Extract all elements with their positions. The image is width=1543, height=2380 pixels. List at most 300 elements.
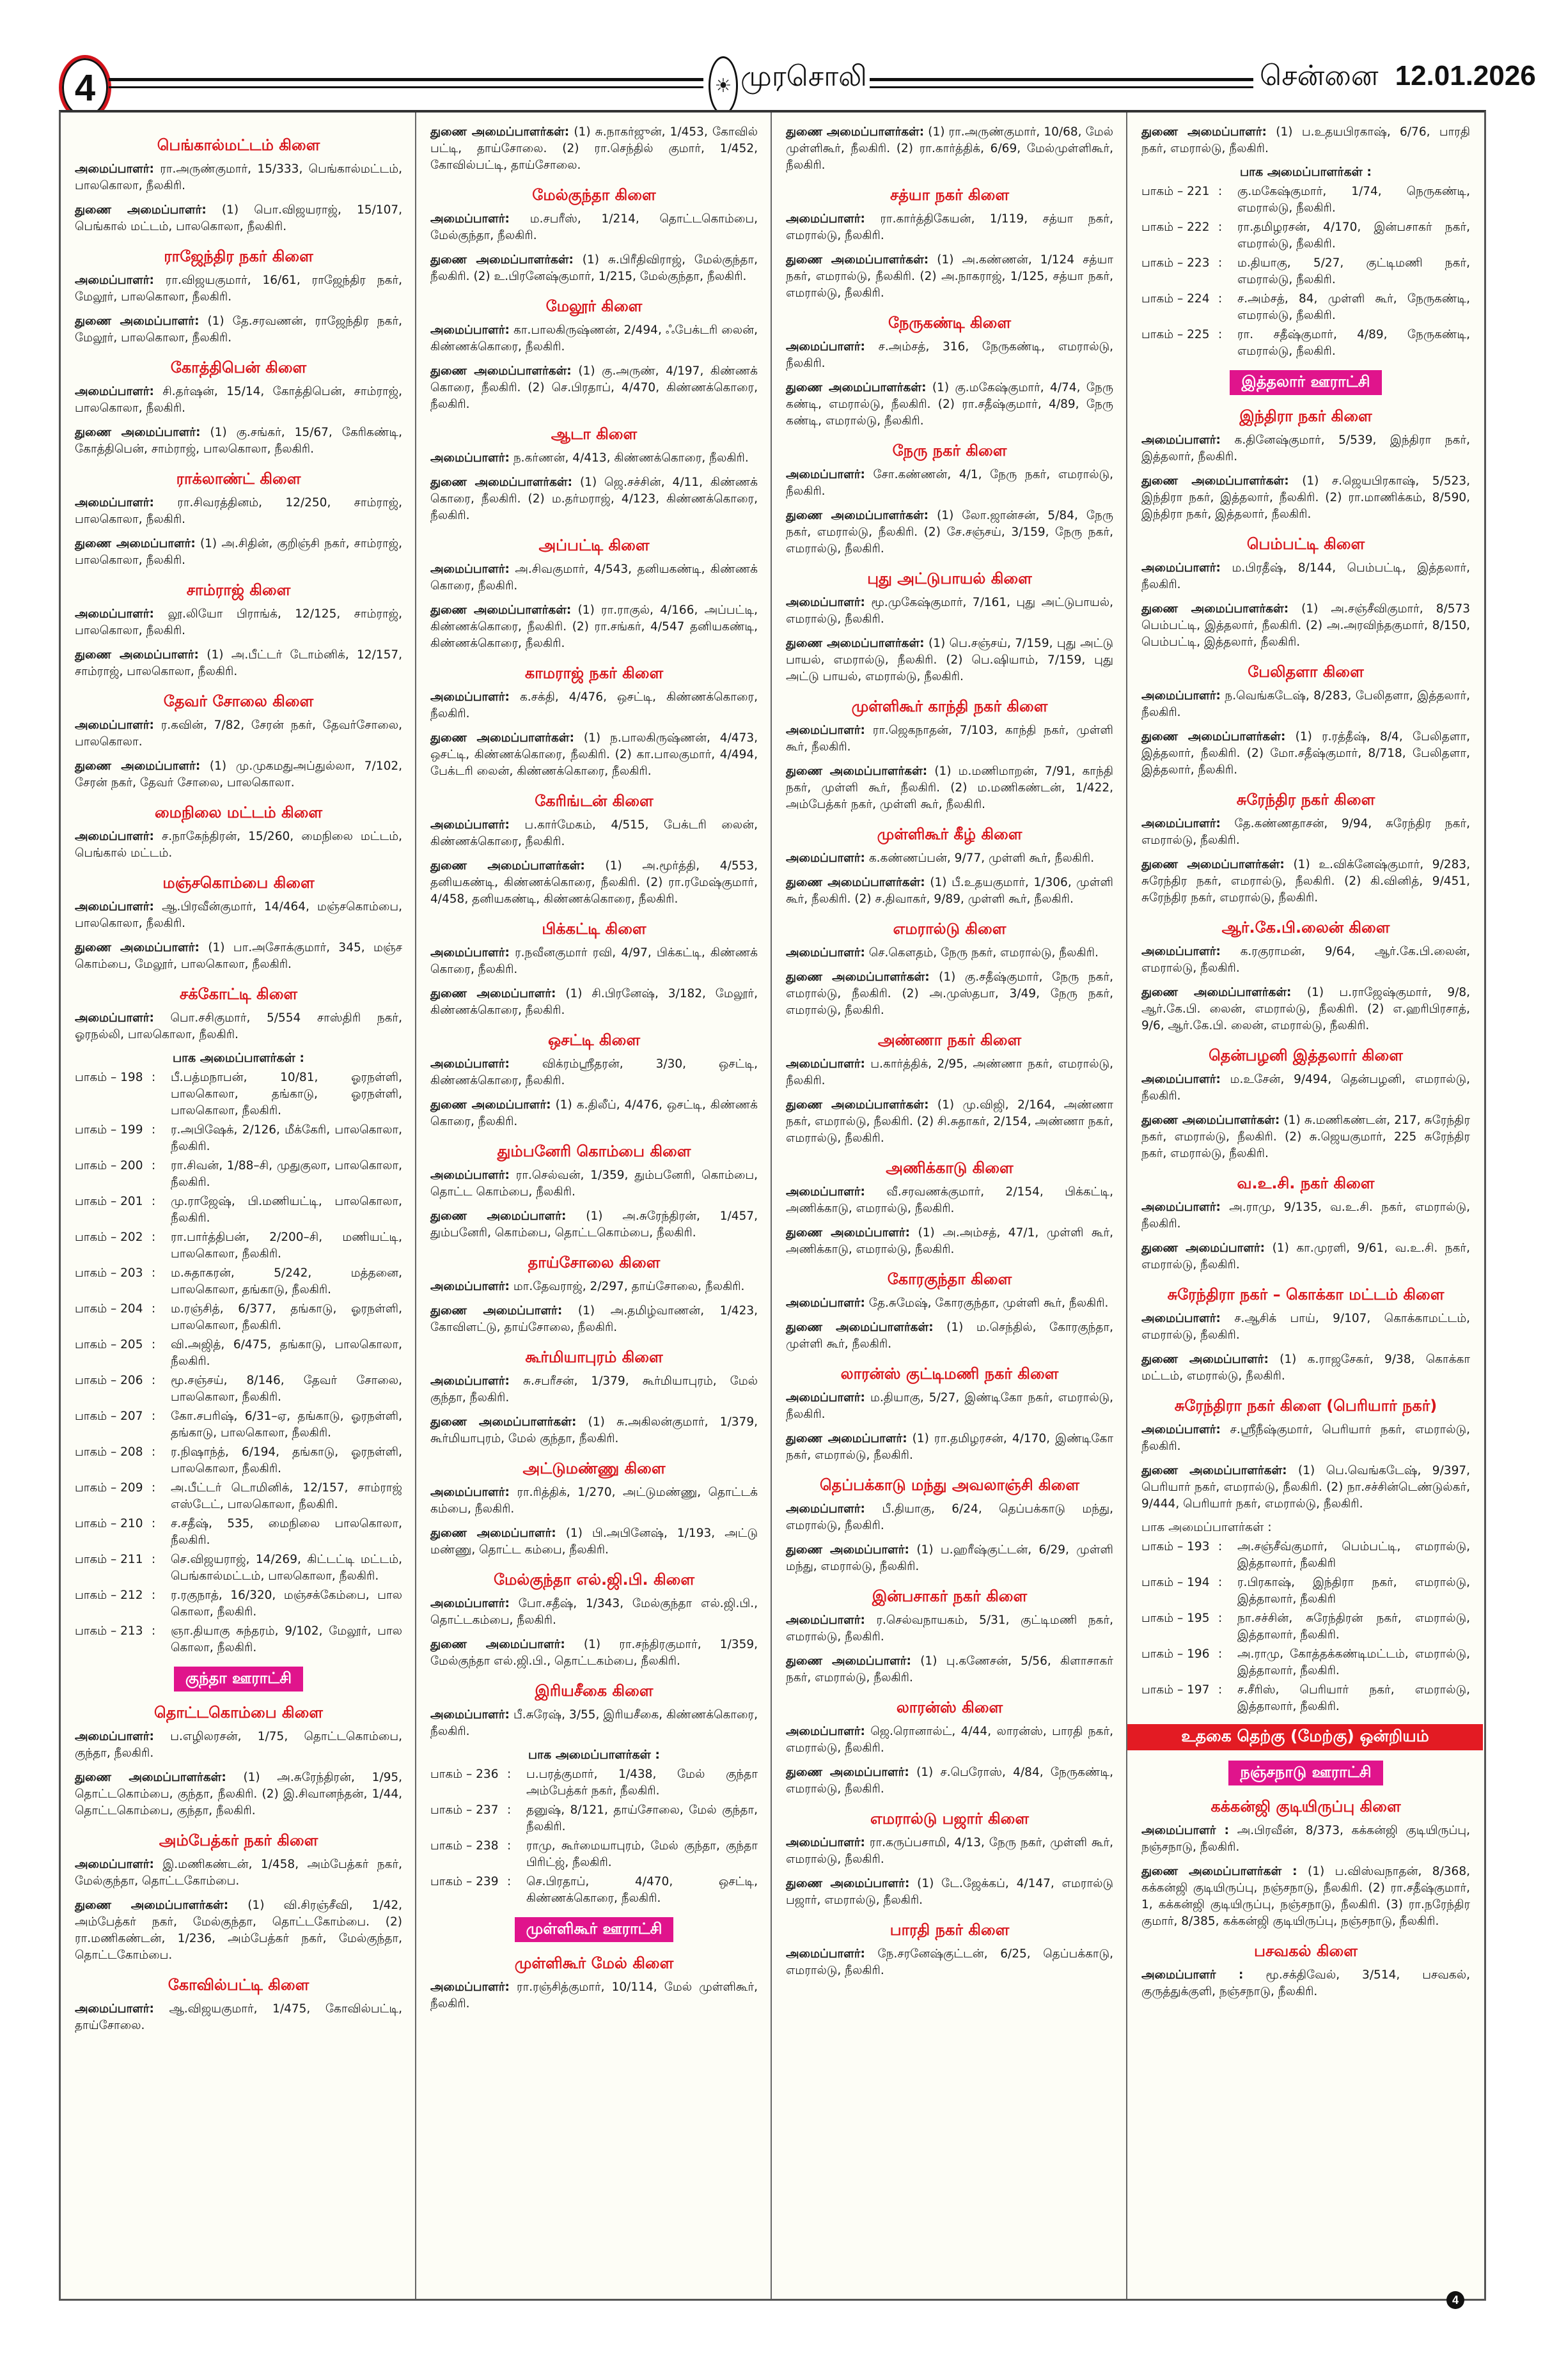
organizer-details: ரா.கார்த்திகேயன், 1/119, சத்யா நகர், எமரால்டு, நீலகிரி. bbox=[786, 212, 1113, 242]
booth-organizer: பீ.பத்மநாபன், 10/81, ஓரநள்ளி, பாலகொலா, தங்காடு, ஓரநள்ளி, பாலகொலா, நீலகிரி. bbox=[171, 1071, 402, 1117]
organizer-role-label: துணை அமைப்பாளர்: bbox=[786, 1432, 907, 1445]
organizer-role-label: துணை அமைப்பாளர்: bbox=[75, 203, 207, 217]
organizer-details: (1) ரா.தமிழரசன், 4/170, இண்டிகோ நகர், எமரால்டு, நீலகிரி. bbox=[786, 1432, 1113, 1462]
booth-organizer: ச.சதீஷ், 535, மைநிலை பாலகொலா, நீலகிரி. bbox=[171, 1517, 402, 1547]
branch-heading: அண்ணா நகர் கிளை bbox=[877, 1031, 1022, 1049]
booth-organizer: ரா.சிவன், 1/88–சி, முதுகுலா, பாலகொலா, நீலகிரி. bbox=[171, 1159, 402, 1189]
organizer-details: ப.கார்மேகம், 4/515, பேக்டரி லைன், கிண்ணக்கொரை, நீலகிரி. bbox=[430, 818, 758, 848]
booth-organizer: ர.ரகுநாத், 16/320, மஞ்சக்கேம்பை, பால கொலா, நீலகிரி. bbox=[171, 1589, 402, 1619]
booth-row bbox=[75, 1301, 402, 1334]
organizer-details: (1) ச.ஜெயபிரகாஷ், 5/523, இந்திரா நகர், இத்தலார், நீலகிரி. (2) ரா.மாணிக்கம், 8/590, இந்திரா நகர், இத்தலார், நீலகிரி. bbox=[1141, 474, 1470, 521]
branch-heading: தேவர் சோலை கிளை bbox=[163, 692, 314, 710]
organizer-role-label: துணை அமைப்பாளர்: bbox=[1141, 1353, 1269, 1366]
branch-heading: கேரிங்டன் கிளை bbox=[535, 792, 654, 810]
organizer-details: ந.வெங்கடேஷ், 8/283, பேலிதளா, இத்தலார், நீலகிரி. bbox=[1141, 689, 1470, 719]
booth-separator: : bbox=[152, 1410, 156, 1423]
booth-row bbox=[75, 1337, 402, 1370]
booth-separator: : bbox=[1218, 1647, 1223, 1661]
branch-heading: சத்யா நகர் கிளை bbox=[889, 186, 1010, 204]
organizer-details: ரா.அருண்குமார், 15/333, பெங்கால்மட்டம், பாலகொலா, நீலகிரி. bbox=[75, 162, 402, 192]
organizer-role-label: அமைப்பாளர்: bbox=[786, 1391, 865, 1404]
organizer-role-label: அமைப்பாளர்: bbox=[1141, 1312, 1221, 1325]
organizer-role-label: அமைப்பாளர்: bbox=[75, 274, 154, 287]
organizer-role-label: துணை அமைப்பாளர்: bbox=[430, 1098, 551, 1112]
organizer-entry bbox=[786, 1764, 1113, 1798]
organizer-entry bbox=[786, 595, 1113, 628]
organizer-details: (1) அ.அம்சத், 47/1, முள்ளி கூர், அணிக்காடு, எமரால்டு, நீலகிரி. bbox=[786, 1226, 1113, 1256]
branch-heading: சக்கோட்டி கிளை bbox=[179, 985, 298, 1003]
organizer-entry bbox=[786, 211, 1113, 244]
booth-organizer: கு.மகேஷ்குமார், 1/74, நெருகண்டி, எமரால்டு, நீலகிரி. bbox=[1237, 185, 1470, 215]
organizer-details: இ.மணிகண்டன், 1/458, அம்பேத்கர் நகர், மேல்குந்தா, தொட்டகோம்பை. bbox=[75, 1858, 402, 1888]
organizer-details: (1) பா.அசோக்குமார், 345, மஞ்ச கொம்பை, மேலூர், பாலகொலா, நீலகிரி. bbox=[75, 941, 402, 971]
organizer-role-label: துணை அமைப்பாளர்: bbox=[430, 1527, 556, 1540]
organizer-entry bbox=[786, 1612, 1113, 1645]
branch-heading: சுரேந்திர நகர் கிளை bbox=[1236, 791, 1375, 809]
booth-separator: : bbox=[152, 1266, 156, 1280]
organizer-details: (1) ப.ராஜேஷ்குமார், 9/8, ஆர்.கே.பி. லைன், எமரால்டு, நீலகிரி. (2) எ.ஹரிபிரசாத், 9/6, ஆர்.கே.பி. லைன், எமரால்டு, நீலகிரி. bbox=[1141, 986, 1470, 1032]
organizer-details: (1) கு.அருண், 4/197, கிண்ணக் கொரை, நீலகிரி. (2) செ.பிரதாப், 4/470, கிண்ணக்கொரை, நீலகிரி. bbox=[430, 364, 758, 411]
booth-separator: : bbox=[152, 1195, 156, 1208]
organizer-entry bbox=[75, 828, 402, 862]
organizer-details: ப.கார்த்திக், 2/95, அண்ணா நகர், எமரால்டு, நீலகிரி. bbox=[786, 1057, 1113, 1087]
organizer-entry bbox=[75, 202, 402, 235]
branch-heading: சுரேந்திரா நகர் கிளை (பெரியார் நகர்) bbox=[1174, 1397, 1437, 1415]
booth-separator: : bbox=[152, 1589, 156, 1602]
organizer-role-label: துணை அமைப்பாளர்: bbox=[786, 1766, 909, 1779]
organizer-entry bbox=[75, 384, 402, 417]
organizer-entry bbox=[75, 606, 402, 639]
organizer-details: (1) ப.உதயபிரகாஷ், 6/76, பாரதி நகர், எமரால்டு, நீலகிரி. bbox=[1141, 125, 1470, 155]
organizer-entry bbox=[1141, 729, 1470, 779]
organizer-entry bbox=[786, 850, 1113, 867]
organizer-role-label: துணை அமைப்பாளர்கள்: bbox=[430, 253, 574, 267]
organizer-role-label: அமைப்பாளர்: bbox=[75, 162, 154, 176]
organizer-entry bbox=[786, 1653, 1113, 1686]
organizer-role-label: அமைப்பாளர்: bbox=[786, 1057, 865, 1071]
branch-heading: ஆர்.கே.பி.லைன் கிளை bbox=[1221, 919, 1390, 937]
organizer-details: க.ரகுராமன், 9/64, ஆர்.கே.பி.லைன், எமரால்டு, நீலகிரி. bbox=[1141, 945, 1470, 975]
organizer-details: ர.நவீனகுமார் ரவி, 4/97, பிக்கட்டி, கிண்ணக் கொரை, நீலகிரி. bbox=[430, 946, 758, 976]
organizer-details: (1) பெ.சஞ்சய், 7/159, புது அட்டு பாயல், எமரால்டு, நீலகிரி. (2) பெ.ஷியாம், 7/159, புது அட்டு பாயல், எமரால்டு, நீலகிரி. bbox=[786, 637, 1113, 683]
organizer-details: க.கண்ணப்பன், 9/77, முள்ளி கூர், நீலகிரி. bbox=[868, 852, 1095, 865]
booth-number: பாகம் – 212 bbox=[75, 1589, 143, 1602]
organizer-role-label: துணை அமைப்பாளர்: bbox=[430, 1209, 567, 1223]
column-3 bbox=[772, 113, 1127, 2299]
organizer-details: (1) ரா.அருண்குமார், 10/68, மேல் முள்ளிகூர், நீலகிரி. (2) ரா.கார்த்திக், 6/69, மேல்முள்ளிகூர், நீலகிரி. bbox=[786, 125, 1113, 172]
booth-separator: : bbox=[152, 1624, 156, 1638]
organizer-role-label: துணை அமைப்பாளர்கள்: bbox=[786, 876, 925, 889]
organizer-role-label: அமைப்பாளர்: bbox=[1141, 1073, 1221, 1086]
organizer-entry bbox=[786, 1390, 1113, 1423]
organizer-entry bbox=[1141, 1351, 1470, 1385]
branch-heading: முள்ளிகூர் கீழ் கிளை bbox=[877, 825, 1022, 843]
organizer-details: பொ.சசிகுமார், 5/554 சாஸ்திரி நகர், ஓரநல்லி, பாலகொலா, நீலகிரி. bbox=[75, 1011, 402, 1041]
organizer-details: ம.தியாகு, 5/27, இண்டிகோ நகர், எமரால்டு, நீலகிரி. bbox=[786, 1391, 1113, 1421]
organizer-details: (1) அ.பீட்டர் டோம்னிக், 12/157, சாம்ராஜ், பாலகொலா, நீலகிரி. bbox=[75, 648, 402, 678]
booth-organizer: ர.அபிஷேக், 2/126, மீக்கேரி, பாலகொலா, நீலகிரி. bbox=[171, 1123, 402, 1153]
organizer-entry bbox=[75, 1010, 402, 1043]
booth-row bbox=[430, 1766, 758, 1800]
organizer-entry bbox=[75, 717, 402, 751]
organizer-entry bbox=[430, 1208, 758, 1241]
organizer-details: ரா.ரஞ்சித்குமார், 10/114, மேல் முள்ளிகூர், நீலகிரி. bbox=[430, 1980, 758, 2011]
booth-separator: : bbox=[152, 1338, 156, 1351]
organizer-entry bbox=[430, 450, 758, 467]
organizer-role-label: துணை அமைப்பாளர்கள்: bbox=[786, 765, 928, 778]
booth-separator: : bbox=[1218, 1540, 1223, 1553]
organizer-details: (1) அ.தமிழ்வாணன், 1/423, கோவிளட்டு, தாய்சோலை, நீலகிரி. bbox=[430, 1304, 758, 1334]
booth-organizer: செ.விஜயராஜ், 14/269, கிட்டட்டி மட்டம், பெங்கால்மட்டம், பாலகொலா, நீலகிரி. bbox=[171, 1553, 402, 1583]
organizer-entry bbox=[430, 1979, 758, 2012]
booth-number: பாகம் – 213 bbox=[75, 1624, 143, 1638]
booth-number: பாகம் – 208 bbox=[75, 1445, 143, 1459]
organizer-role-label: அமைப்பாளர்: bbox=[430, 1057, 510, 1071]
booth-row bbox=[1141, 255, 1470, 288]
organizer-details: (1) டே.ஜேக்கப், 4/147, எமரால்டு பஜார், எமரால்டு, நீலகிரி. bbox=[786, 1877, 1113, 1907]
organizer-entry bbox=[430, 561, 758, 595]
organizer-details: (1) சு.பிரீதிவிராஜ், மேல்குந்தா, நீலகிரி. (2) உ.பிரனேஷ்குமார், 1/215, மேல்குந்தா, நீலகிரி. bbox=[430, 253, 758, 283]
booth-separator: : bbox=[1218, 185, 1223, 198]
booth-row bbox=[1141, 219, 1470, 253]
booth-separator: : bbox=[507, 1839, 512, 1853]
booth-row bbox=[430, 1802, 758, 1835]
organizer-details: தே.கண்ணதாசன், 9/94, சுரேந்திர நகர், எமரால்டு, நீலகிரி. bbox=[1141, 817, 1470, 847]
organizer-entry bbox=[430, 322, 758, 355]
organizer-role-label: துணை அமைப்பாளர்: bbox=[1141, 125, 1267, 139]
organizer-role-label: துணை அமைப்பாளர்கள்: bbox=[786, 253, 929, 267]
organizer-entry bbox=[786, 1946, 1113, 1979]
panchayat-badge bbox=[75, 1667, 402, 1692]
organizer-entry bbox=[75, 899, 402, 932]
organizer-details: லூ.லியோ பிராங்க், 12/125, சாம்ராஜ், பாலகொலா, நீலகிரி. bbox=[75, 607, 402, 637]
organizer-details: (1) பி.அபினேஷ், 1/193, அட்டு மண்ணு, தொட்ட கம்பை, நீலகிரி. bbox=[430, 1527, 758, 1557]
branch-heading: மேல்குந்தா கிளை bbox=[532, 186, 656, 204]
booth-organizer: மூ.சஞ்சய், 8/146, தேவர் சோலை, பாலகொலா, நீலகிரி. bbox=[171, 1374, 402, 1404]
organizer-details: (1) ம.மணிமாறன், 7/91, காந்தி நகர், முள்ளி கூர், நீலகிரி. (2) ம.மணிகண்டன், 1/422, அம்பேத்கர் நகர், முள்ளி கூர், நீலகிரி. bbox=[786, 765, 1113, 811]
organizer-entry bbox=[430, 252, 758, 285]
organizer-entry bbox=[430, 1525, 758, 1559]
organizer-entry bbox=[1141, 601, 1470, 651]
branch-heading: முள்ளிகூர் மேல் கிளை bbox=[514, 1954, 674, 1972]
organizer-entry bbox=[786, 124, 1113, 174]
booth-separator: : bbox=[152, 1374, 156, 1387]
organizer-details: சி.தர்ஷன், 15/14, கோத்திபென், சாம்ராஜ், பாலகொலா, நீலகிரி. bbox=[75, 385, 402, 415]
organizer-entry bbox=[786, 1097, 1113, 1147]
organizer-details: கா.பாலகிருஷ்ணன், 2/494, ஃபேக்டரி லைன், கிண்ணக்கொரை, நீலகிரி. bbox=[430, 323, 758, 354]
organizer-role-label: அமைப்பாளர் : bbox=[1141, 1824, 1230, 1837]
organizer-entry bbox=[430, 474, 758, 524]
organizer-details: (1) பொ.விஜயராஜ், 15/107, பெங்கால் மட்டம், பாலகொலா, நீலகிரி. bbox=[75, 203, 402, 233]
organizer-details: (1) அ.சஞ்சீவிகுமார், 8/573 பெம்பட்டி, இத்தலார், நீலகிரி. (2) அ.அரவிந்தகுமார், 8/150, பெம்பட்டி, இத்தலார், நீலகிரி. bbox=[1141, 602, 1471, 649]
booth-separator: : bbox=[1218, 1683, 1223, 1697]
organizer-role-label: அமைப்பாளர்: bbox=[75, 830, 154, 843]
booth-number: பாகம் – 223 bbox=[1141, 256, 1210, 270]
branch-heading: பசவகல் கிளை bbox=[1254, 1942, 1358, 1960]
organizer-details: (1) அ.சுரேந்திரன், 1/457, தும்பனேரி, கொம்பை, தொட்டகொம்பை, நீலகிரி. bbox=[430, 1209, 758, 1240]
organizer-entry bbox=[430, 1303, 758, 1336]
organizer-role-label: துணை அமைப்பாளர்கள்: bbox=[430, 731, 574, 745]
booth-organizer: ரா.பார்த்திபன், 2/200–சி, மணியட்டி, பாலகொலா, நீலகிரி. bbox=[171, 1231, 402, 1261]
organizer-entry bbox=[430, 986, 758, 1019]
organizer-role-label: அமைப்பாளர்: bbox=[786, 1614, 865, 1627]
organizer-role-label: அமைப்பாளர்: bbox=[1141, 433, 1221, 447]
organizer-entry bbox=[786, 875, 1113, 908]
organizer-details: சோ.கண்ணன், 4/1, நேரு நகர், எமரால்டு, நீலகிரி. bbox=[786, 468, 1113, 498]
organizer-entry bbox=[786, 1501, 1113, 1534]
branch-heading: லாரன்ஸ் குட்டிமணி நகர் கிளை bbox=[840, 1365, 1059, 1383]
organizer-entry bbox=[786, 763, 1113, 813]
booth-row bbox=[1141, 1539, 1470, 1572]
organizer-entry bbox=[430, 1373, 758, 1406]
organizer-role-label: துணை அமைப்பாளர்கள்: bbox=[1141, 1464, 1287, 1477]
organizer-role-label: துணை அமைப்பாளர்: bbox=[75, 648, 199, 662]
booth-separator: : bbox=[507, 1803, 512, 1817]
organizer-entry bbox=[1141, 124, 1470, 157]
organizer-details: ஆ.பிரவீன்குமார், 14/464, மஞ்சகொம்பை, பாலகொலா, நீலகிரி. bbox=[75, 900, 403, 930]
organizer-role-label: அமைப்பாளர்: bbox=[430, 563, 510, 576]
organizer-role-label: அமைப்பாளர்: bbox=[430, 212, 510, 226]
panchayat-badge bbox=[430, 1917, 758, 1942]
organizer-entry bbox=[75, 536, 402, 569]
organizer-role-label: அமைப்பாளர்: bbox=[75, 385, 154, 398]
organizer-details: ப.எழிலரசன், 1/75, தொட்டகொம்பை, குந்தா, நீலகிரி. bbox=[75, 1730, 402, 1760]
organizer-role-label: துணை அமைப்பாளர்கள்: bbox=[786, 125, 925, 139]
organizer-details: ச.நாகேந்திரன், 15/260, மைநிலை மட்டம், பெங்கால் மட்டம். bbox=[75, 830, 402, 860]
organizer-role-label: அமைப்பாளர்: bbox=[430, 946, 510, 960]
organizer-role-label: அமைப்பாளர்: bbox=[786, 1502, 865, 1516]
booth-row bbox=[75, 1158, 402, 1191]
booth-separator: : bbox=[507, 1768, 512, 1781]
organizer-role-label: துணை அமைப்பாளர்கள்: bbox=[786, 970, 930, 984]
organizer-entry bbox=[1141, 1967, 1470, 2000]
organizer-entry bbox=[1141, 984, 1470, 1034]
booth-row bbox=[75, 1265, 402, 1298]
branch-heading: இந்திரா நகர் கிளை bbox=[1239, 407, 1372, 425]
organizer-entry bbox=[786, 1723, 1113, 1757]
organizer-entry bbox=[786, 1225, 1113, 1258]
organizer-entry bbox=[75, 495, 402, 528]
organizer-role-label: அமைப்பாளர்: bbox=[75, 1730, 154, 1743]
booth-number: பாகம் – 209 bbox=[75, 1481, 143, 1495]
branch-heading: முள்ளிகூர் காந்தி நகர் கிளை bbox=[851, 697, 1048, 715]
organizer-role-label: துணை அமைப்பாளர்: bbox=[430, 1638, 565, 1651]
organizer-details: க.தினேஷ்குமார், 5/539, இந்திரா நகர், இத்தலார், நீலகிரி. bbox=[1141, 433, 1470, 463]
branch-heading: தொட்டகொம்பை கிளை bbox=[154, 1704, 323, 1722]
branch-heading: சாம்ராஜ் கிளை bbox=[186, 581, 291, 599]
organizer-role-label: அமைப்பாளர்: bbox=[786, 1947, 865, 1961]
organizer-details: (1) பீ.உதயகுமார், 1/306, முள்ளி கூர், நீலகிரி. (2) ச.திவாகர், 9/89, முள்ளி கூர், நீலகிரி. bbox=[786, 876, 1113, 906]
organizer-entry bbox=[430, 1596, 758, 1629]
booth-number: பாகம் – 201 bbox=[75, 1195, 143, 1208]
organizer-role-label: துணை அமைப்பாளர்கள்: bbox=[430, 603, 572, 617]
booth-organizer: அ.சஞ்சீவ்குமார், பெம்பட்டி, எமரால்டு, இத்தாலார், நீலகிரி bbox=[1237, 1540, 1470, 1570]
booth-number: பாகம் – 200 bbox=[75, 1159, 143, 1172]
organizer-entry bbox=[430, 602, 758, 652]
organizer-role-label: அமைப்பாளர்: bbox=[75, 607, 154, 621]
organizer-role-label: அமைப்பாளர்: bbox=[430, 1980, 510, 1994]
organizer-role-label: துணை அமைப்பாளர்கள்: bbox=[430, 476, 573, 489]
booth-organizer: ம.தியாகு, 5/27, குட்டிமணி நகர், எமரால்டு, நீலகிரி. bbox=[1237, 256, 1470, 286]
organizer-role-label: அமைப்பாளர்: bbox=[430, 1374, 510, 1388]
organizer-details: (1) க.திலீப், 4/476, ஒசட்டி, கிண்ணக் கொரை, நீலகிரி. bbox=[430, 1098, 758, 1128]
organizer-details: (1) அ.கண்ணன், 1/124 சத்யா நகர், எமரால்டு, நீலகிரி. (2) அ.நாகராஜ், 1/125, சத்யா நகர், எமரால்டு, நீலகிரி. bbox=[786, 253, 1113, 300]
booth-row bbox=[1141, 291, 1470, 324]
branch-heading: ஆடா கிளை bbox=[551, 425, 638, 443]
organizer-role-label: துணை அமைப்பாளர்கள்: bbox=[786, 381, 927, 394]
booth-row bbox=[430, 1838, 758, 1871]
booth-number: பாகம் – 197 bbox=[1141, 1683, 1210, 1697]
booth-separator: : bbox=[152, 1123, 156, 1137]
booth-organizer: ச.அம்சத், 84, முள்ளி கூர், நேருகண்டி, எமரால்டு, நீலகிரி. bbox=[1237, 292, 1470, 322]
organizer-entry bbox=[1141, 1863, 1470, 1930]
organizer-role-label: அமைப்பாளர்: bbox=[1141, 561, 1221, 575]
panchayat-badge-label: குந்தா ஊராட்சி bbox=[174, 1667, 303, 1692]
booth-number: பாகம் – 210 bbox=[75, 1517, 143, 1530]
organizer-role-label: அமைப்பாளர்: bbox=[786, 1836, 865, 1849]
booth-row bbox=[75, 1552, 402, 1585]
organizer-role-label: அமைப்பாளர்: bbox=[1141, 689, 1221, 703]
branch-heading: காமராஜ் நகர் கிளை bbox=[524, 664, 664, 682]
organizer-entry bbox=[1141, 944, 1470, 977]
organizer-details: செ.கௌதம், நேரு நகர், எமரால்டு, நீலகிரி. bbox=[868, 946, 1099, 960]
booth-row bbox=[1141, 183, 1470, 217]
organizer-details: ஆ.விஜயகுமார், 1/475, கோவில்பட்டி, தாய்சோலை. bbox=[75, 2002, 402, 2032]
organizer-role-label: துணை அமைப்பாளர்: bbox=[430, 1304, 563, 1318]
booth-organizer: வி.அஜித், 6/475, தங்காடு, பாலகொலா, நீலகிரி. bbox=[171, 1338, 402, 1368]
organizer-details: அ.சிவகுமார், 4/543, தனியகண்டி, கிண்ணக் கொரை, நீலகிரி. bbox=[430, 563, 758, 593]
organizer-details: ச.அம்சத், 316, நேருகண்டி, எமரால்டு, நீலகிரி. bbox=[786, 340, 1113, 370]
organizer-role-label: அமைப்பாளர்: bbox=[430, 451, 510, 465]
branch-heading: இரியசீகை கிளை bbox=[535, 1682, 654, 1700]
organizer-details: ரா.ஜெகநாதன், 7/103, காந்தி நகர், முள்ளி கூர், நீலகிரி. bbox=[786, 724, 1113, 754]
organizer-entry bbox=[786, 467, 1113, 500]
organizer-details: (1) ச.பெரோஸ், 4/84, நேருகண்டி, எமரால்டு, நீலகிரி. bbox=[786, 1766, 1113, 1796]
organizer-details: (1) பெ.வெங்கடேஷ், 9/397, பெரியார் நகர், எமரால்டு, நீலகிரி. (2) நா.சச்சின்டெண்டுல்கர், 9/444, பெரியார் நகர், எமரால்டு, நீலகிரி. bbox=[1141, 1464, 1470, 1511]
branch-heading: புது அட்டுபாயல் கிளை bbox=[867, 570, 1032, 587]
branch-heading: எமரால்டு பஜார் கிளை bbox=[870, 1810, 1029, 1828]
organizer-entry bbox=[430, 124, 758, 174]
branch-heading: அப்பட்டி கிளை bbox=[538, 536, 650, 554]
branch-heading: மஞ்சகொம்பை கிளை bbox=[162, 874, 315, 892]
booth-row bbox=[75, 1122, 402, 1155]
organizer-role-label: அமைப்பாளர்: bbox=[1141, 945, 1221, 958]
branch-heading: கூர்மியாபுரம் கிளை bbox=[525, 1348, 663, 1366]
booth-organizers-heading: பாக அமைப்பாளர்கள் : bbox=[1239, 165, 1372, 179]
organizer-role-label: துணை அமைப்பாளர்கள்: bbox=[75, 1771, 226, 1784]
booth-row bbox=[430, 1874, 758, 1907]
organizer-role-label: அமைப்பாளர்: bbox=[75, 1858, 154, 1871]
organizer-details: (1) பு.கணேசன், 5/56, கிளாசாகர் நகர், எமரால்டு, நீலகிரி. bbox=[786, 1654, 1113, 1684]
booth-organizers-heading: பாக அமைப்பாளர்கள் : bbox=[1141, 1520, 1272, 1534]
organizer-details: ர.கவின், 7/82, சேரன் நகர், தேவர்சோலை, பாலகொலா. bbox=[75, 719, 402, 749]
organizer-details: ம.உசேன், 9/494, தென்பழனி, எமரால்டு, நீலகிரி. bbox=[1141, 1073, 1470, 1103]
booth-organizer: ச.சீரிஸ், பெரியார் நகர், எமரால்டு, இத்தாலார், நீலகிரி. bbox=[1237, 1683, 1470, 1713]
organizer-details: (1) மு.முகமதுஅப்துல்லா, 7/102, சேரன் நகர், தேவர் சோலை, பாலகொலா. bbox=[75, 759, 402, 789]
organizer-entry bbox=[430, 1707, 758, 1740]
branch-heading: பிக்கட்டி கிளை bbox=[542, 920, 646, 938]
branch-heading: கோவில்பட்டி கிளை bbox=[168, 1976, 309, 1994]
organizer-details: (1) சு.மணிகண்டன், 217, சுரேந்திர நகர், எமரால்டு, நீலகிரி. (2) சு.ஜெயகுமார், 225 சுரேந்திர நகர், எமரால்டு, நீலகிரி. bbox=[1141, 1114, 1470, 1160]
organizer-role-label: அமைப்பாளர்: bbox=[430, 1597, 510, 1610]
booth-number: பாகம் – 237 bbox=[430, 1803, 499, 1817]
branch-heading: மேலூர் கிளை bbox=[545, 297, 643, 315]
booth-row bbox=[75, 1587, 402, 1621]
organizer-role-label: அமைப்பாளர்: bbox=[75, 496, 154, 509]
booth-number: பாகம் – 205 bbox=[75, 1338, 143, 1351]
organizer-entry bbox=[430, 945, 758, 978]
organizer-role-label: துணை அமைப்பாளர்கள்: bbox=[1141, 474, 1289, 488]
booth-organizer: ப.பரத்குமார், 1/438, மேல் குந்தா அம்பேத்கர் நகர், நீலகிரி. bbox=[526, 1768, 758, 1798]
organizer-role-label: அமைப்பாளர்: bbox=[430, 1708, 510, 1722]
organizer-entry bbox=[1141, 1463, 1470, 1513]
booth-number: பாகம் – 196 bbox=[1141, 1647, 1210, 1661]
branch-heading: தெப்பக்காடு மந்து அவலாஞ்சி கிளை bbox=[820, 1476, 1079, 1494]
booth-row bbox=[75, 1480, 402, 1513]
organizer-entry bbox=[1141, 1240, 1470, 1273]
branch-heading: இன்பசாகர் நகர் கிளை bbox=[872, 1587, 1028, 1605]
organizer-details: ரா.செல்வன், 1/359, தும்பனேரி, கொம்பை, தொட்ட கொம்பை, நீலகிரி. bbox=[430, 1169, 758, 1199]
booth-number: பாகம் – 202 bbox=[75, 1231, 143, 1244]
branch-heading: மைநிலை மட்டம் கிளை bbox=[154, 804, 323, 821]
branch-heading: பெம்பட்டி கிளை bbox=[1246, 535, 1365, 553]
organizer-entry bbox=[75, 1729, 402, 1762]
branch-heading: நேருகண்டி கிளை bbox=[888, 314, 1012, 332]
booth-separator: : bbox=[1218, 1612, 1223, 1625]
organizer-entry bbox=[786, 1319, 1113, 1353]
organizer-role-label: துணை அமைப்பாளர்கள்: bbox=[786, 509, 929, 522]
organizer-role-label: அமைப்பாளர்: bbox=[1141, 1423, 1221, 1436]
issue-date: 12.01.2026 bbox=[1395, 60, 1536, 91]
booth-organizer: ர.நிஷாந்த், 6/194, தங்காடு, ஓரநள்ளி, பாலகொலா, நீலகிரி. bbox=[171, 1445, 402, 1475]
organizer-role-label: துணை அமைப்பாளர்: bbox=[430, 987, 556, 1000]
organizer-entry bbox=[1141, 688, 1470, 721]
booth-separator: : bbox=[1218, 221, 1223, 234]
booth-row bbox=[1141, 1575, 1470, 1608]
organizer-entry bbox=[75, 758, 402, 791]
organizer-details: ஜெ.ரொனால்ட், 4/44, லாரன்ஸ், பாரதி நகர், எமரால்டு, நீலகிரி. bbox=[786, 1725, 1113, 1755]
organizer-role-label: துணை அமைப்பாளர்: bbox=[75, 759, 201, 773]
booth-organizer: ரா.தமிழரசன், 4/170, இன்பசாகர் நகர், எமரால்டு, நீலகிரி. bbox=[1237, 221, 1470, 251]
booth-organizer: மு.ராஜேஷ், பி.மணியட்டி, பாலகொலா, நீலகிரி. bbox=[171, 1195, 402, 1225]
organizer-entry bbox=[75, 1897, 402, 1964]
organizer-details: ரா.கருப்பசாமி, 4/13, நேரு நகர், முள்ளி கூர், எமரால்டு, நீலகிரி. bbox=[786, 1836, 1113, 1866]
dateline bbox=[1260, 60, 1536, 96]
organizer-details: மூ.முகேஷ்குமார், 7/161, புது அட்டுபாயல், எமரால்டு, நீலகிரி. bbox=[786, 596, 1113, 626]
booth-number: பாகம் – 211 bbox=[75, 1553, 143, 1566]
rising-sun-emblem-icon: ☀ bbox=[709, 56, 738, 115]
organizer-role-label: துணை அமைப்பாளர்: bbox=[786, 1877, 910, 1890]
booth-separator: : bbox=[507, 1875, 512, 1888]
organizer-entry bbox=[786, 1295, 1113, 1312]
masthead-rule-right bbox=[870, 78, 1253, 88]
organizer-details: (1) கா.முரளி, 9/61, வ.உ.சி. நகர், எமரால்டு, நீலகிரி. bbox=[1141, 1241, 1470, 1272]
organizer-role-label: துணை அமைப்பாளர்கள்: bbox=[75, 1899, 229, 1912]
organizer-entry bbox=[430, 858, 758, 908]
booth-number: பாகம் – 206 bbox=[75, 1374, 143, 1387]
organizer-entry bbox=[786, 252, 1113, 302]
organizer-entry bbox=[430, 1484, 758, 1518]
organizer-entry bbox=[1141, 473, 1470, 523]
organizer-role-label: அமைப்பாளர் : bbox=[1141, 1968, 1244, 1982]
booth-row bbox=[1141, 1646, 1470, 1679]
booth-organizer: கோ.சபரிஷ், 6/31–ஏ, தங்காடு, ஓரநள்ளி, தங்காடு, பாலகொலா, நீலகிரி. bbox=[171, 1410, 402, 1440]
column-1 bbox=[61, 113, 416, 2299]
organizer-entry bbox=[786, 1184, 1113, 1217]
organizer-details: க.சக்தி, 4/476, ஒசட்டி, கிண்ணக்கொரை, நீலகிரி. bbox=[430, 690, 758, 720]
organizer-details: ர.செல்வநாயகம், 5/31, குட்டிமணி நகர், எமரால்டு, நீலகிரி. bbox=[786, 1614, 1114, 1644]
booth-separator: : bbox=[1218, 292, 1223, 306]
